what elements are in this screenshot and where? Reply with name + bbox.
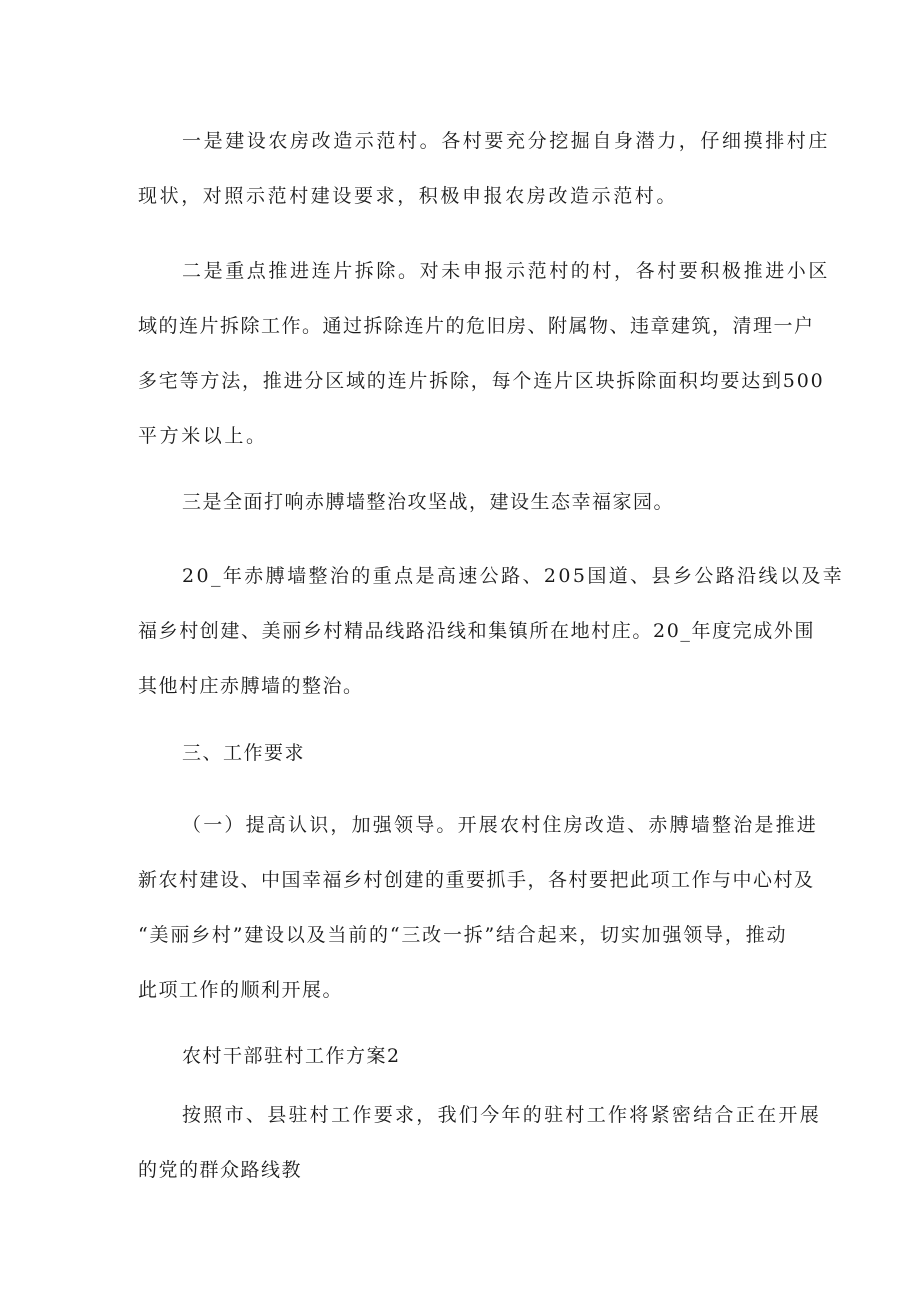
paragraph-6-line-1: （一）提高认识，加强领导。开展农村住房改造、赤膊墙整治是推进 <box>182 814 819 836</box>
section-heading-work-requirements: 三、工作要求 <box>182 742 306 764</box>
paragraph-4-line-2: 福乡村创建、美丽乡村精品线路沿线和集镇所在地村庄。20_年度完成外围 <box>138 620 816 642</box>
paragraph-3-line-1: 三是全面打响赤膊墙整治攻坚战，建设生态幸福家园。 <box>182 491 675 513</box>
paragraph-8-line-1: 按照市、县驻村工作要求，我们今年的驻村工作将紧密结合正在开展 <box>182 1104 822 1126</box>
paragraph-1-line-1: 一是建设农房改造示范村。各村要充分挖掘自身潜力，仔细摸排村庄 <box>182 130 831 152</box>
paragraph-2-line-3: 多宅等方法，推进分区域的连片拆除，每个连片区块拆除面积均要达到500 <box>138 370 825 392</box>
paragraph-4-line-3: 其他村庄赤膊墙的整治。 <box>138 675 364 697</box>
document-subtitle: 农村干部驻村工作方案2 <box>182 1045 401 1067</box>
paragraph-8-line-2: 的党的群众路线教 <box>138 1159 303 1181</box>
paragraph-6-line-4: 此项工作的顺利开展。 <box>138 979 344 1001</box>
paragraph-4-line-1: 20_年赤膊墙整治的重点是高速公路、205国道、县乡公路沿线以及幸 <box>182 565 845 587</box>
paragraph-1-line-2: 现状，对照示范村建设要求，积极申报农房改造示范村。 <box>138 185 679 207</box>
paragraph-6-line-3: “美丽乡村”建设以及当前的“三改一拆”结合起来，切实加强领导，推动 <box>138 924 788 946</box>
paragraph-6-line-2: 新农村建设、中国幸福乡村创建的重要抓手，各村要把此项工作与中心村及 <box>138 869 815 891</box>
paragraph-2-line-4: 平方米以上。 <box>138 425 268 447</box>
paragraph-2-line-1: 二是重点推进连片拆除。对未申报示范村的村，各村要积极推进小区 <box>182 260 831 282</box>
paragraph-2-line-2: 域的连片拆除工作。通过拆除连片的危旧房、附属物、违章建筑，清理一户 <box>138 315 815 337</box>
